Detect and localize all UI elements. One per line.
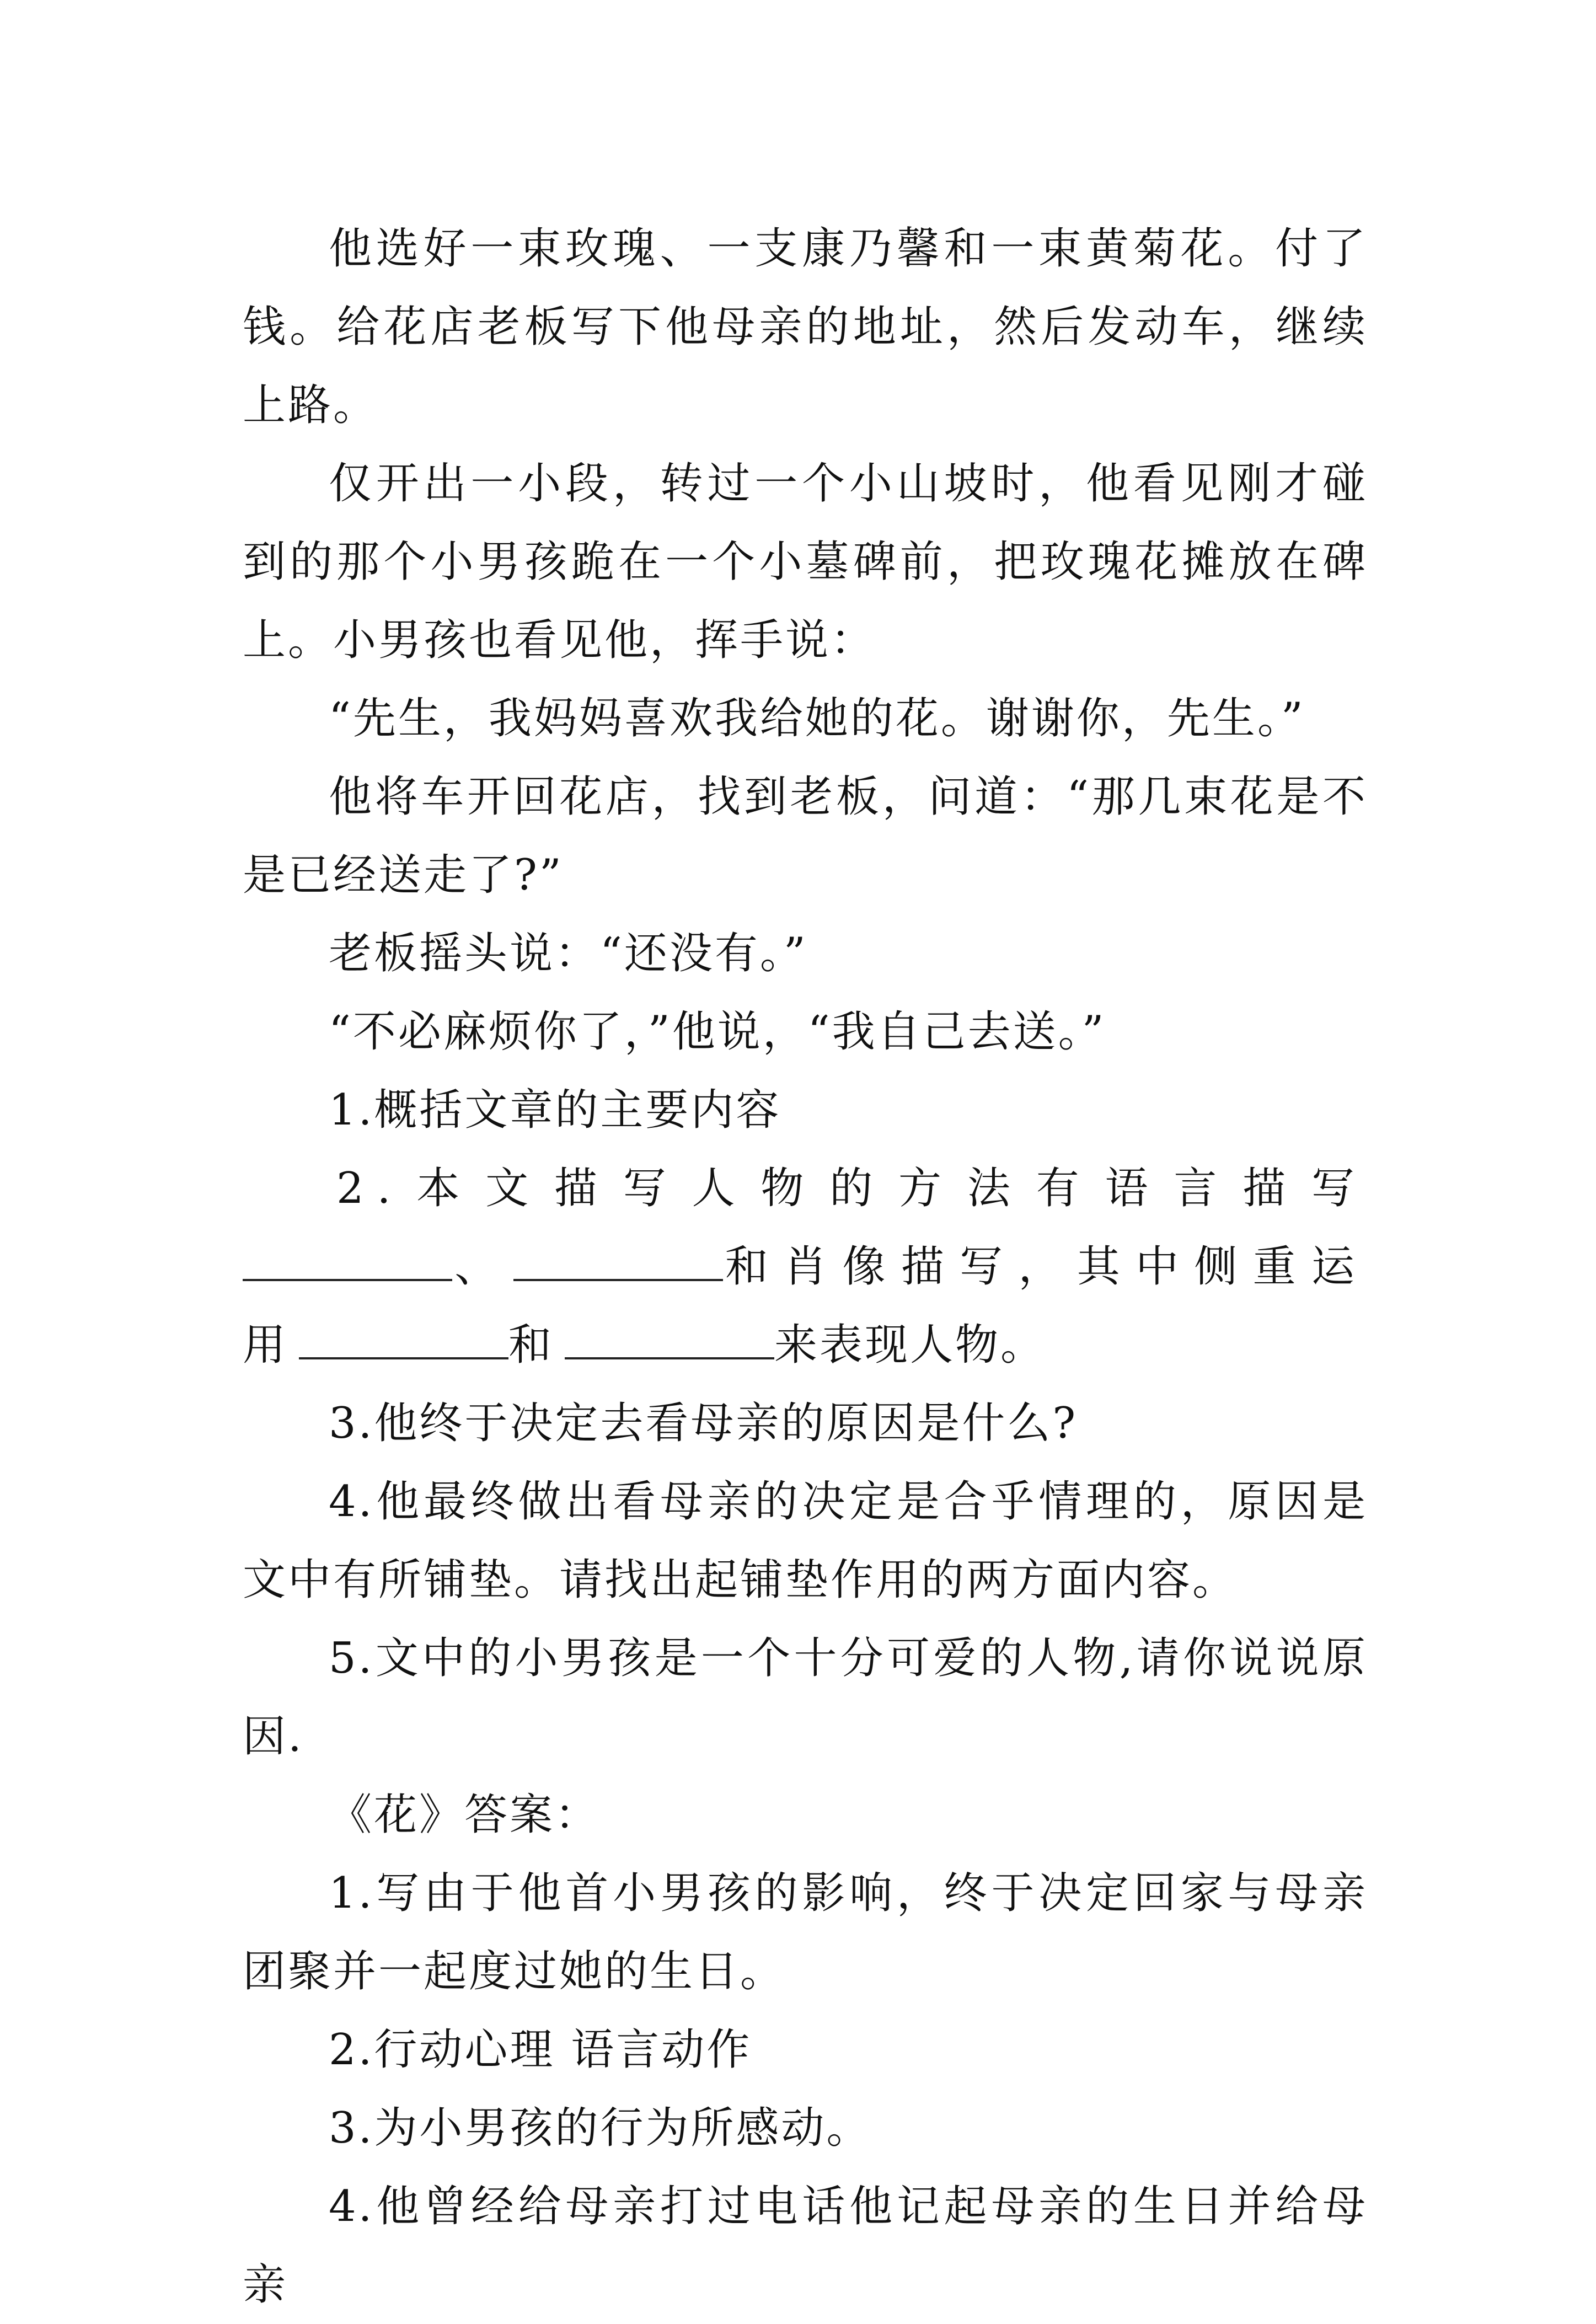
question-2-part-1: 2.本文描写人物的方法有语言描写 [336, 1164, 1368, 1213]
paragraph-4: 他将车开回花店，找到老板，问道：“那几束花是不是已经送走了?” [243, 772, 1368, 900]
paragraph-5: 老板摇头说：“还没有。” [329, 929, 808, 978]
answer-2: 2.行动心理 语言动作 [329, 2025, 752, 2075]
answer-3: 3.为小男孩的行为所感动。 [329, 2103, 872, 2153]
document-body [243, 210, 1368, 2324]
answer-4: 4.他曾经给母亲打过电话他记起母亲的生日并给母亲 [243, 2182, 1368, 2310]
paragraph-3: “先生，我妈妈喜欢我给她的花。谢谢你，先生。” [329, 694, 1305, 743]
question-4: 4.他最终做出看母亲的决定是合乎情理的，原因是文中有所铺垫。请找出起铺垫作用的两方面内容。 [243, 1477, 1368, 1605]
paragraph-1: 他选好一束玫瑰、一支康乃馨和一束黄菊花。付了钱。给花店老板写下他母亲的地址，然后发动车，继续上路。 [243, 224, 1368, 430]
question-2 [243, 1149, 1368, 1384]
answer-blank-2[interactable] [513, 1239, 723, 1281]
question-2-separator: 、 [452, 1242, 513, 1292]
answer-heading: 《花》答案： [329, 1790, 601, 1840]
question-5: 5.文中的小男孩是一个十分可爱的人物,请你说说原因. [243, 1634, 1368, 1761]
answer-blank-4[interactable] [565, 1318, 774, 1359]
question-3: 3.他终于决定去看母亲的原因是什么? [329, 1399, 1078, 1448]
paragraph-6: “不必麻烦你了，”他说，“我自己去送。” [329, 1007, 1106, 1057]
answer-1: 1.写由于他首小男孩的影响，终于决定回家与母亲团聚并一起度过她的生日。 [243, 1868, 1368, 1996]
question-2-part-4: 来表现人物。 [774, 1320, 1046, 1370]
question-1: 1.概括文章的主要内容 [329, 1085, 781, 1135]
answer-blank-3[interactable] [299, 1318, 508, 1359]
question-2-part-2: 和肖像描写，其中侧重运用 [243, 1242, 1368, 1370]
answer-blank-1[interactable] [243, 1239, 452, 1281]
paragraph-2: 仅开出一小段，转过一个小山坡时，他看见刚才碰到的那个小男孩跪在一个小墓碑前，把玫瑰花摊放在碑上。小男孩也看见他，挥手说： [243, 459, 1368, 665]
question-2-part-3: 和 [508, 1320, 565, 1370]
